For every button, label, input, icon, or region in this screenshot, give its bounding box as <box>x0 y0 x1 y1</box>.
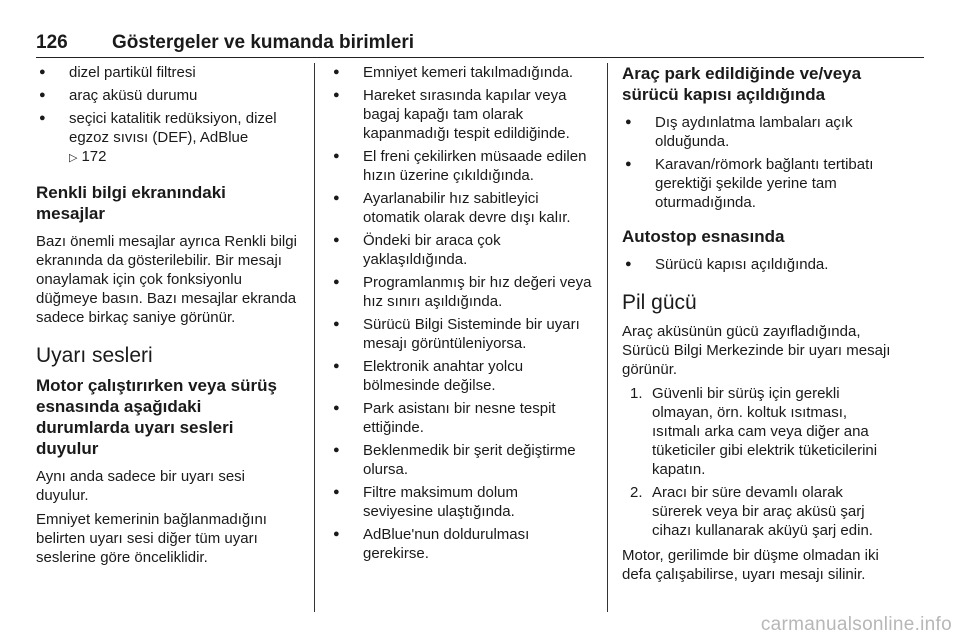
section-title: Uyarı sesleri <box>36 344 153 367</box>
numbered-list <box>622 384 894 540</box>
list-item: ● Beklenmedik bir şerit değiştirme olursa. <box>330 441 592 479</box>
column-divider-2 <box>607 63 608 612</box>
chapter-title: Göstergeler ve kumanda birimleri <box>112 32 415 53</box>
list-item <box>622 483 894 540</box>
list-item: ● Emniyet kemeri takılmadığında. <box>330 63 592 82</box>
bullet-list <box>622 255 894 274</box>
section-heading: Motor çalıştırırken veya sürüş esnasında aşağıdaki durumlarda uyarı sesleri duyulur <box>36 376 277 458</box>
column-divider-1 <box>314 63 315 612</box>
page-header <box>36 32 414 54</box>
page-number: 126 <box>36 32 68 53</box>
step-number: 1. <box>630 385 643 402</box>
bullet-list <box>330 63 592 563</box>
list-item: ● araç aküsü durumu <box>36 86 298 105</box>
list-item: ● Sürücü Bilgi Sisteminde bir uyarı mesajı görüntüleniyorsa. <box>330 315 592 353</box>
list-item: ● Park asistanı bir nesne tespit ettiğinde. <box>330 399 592 437</box>
paragraph: Aynı anda sadece bir uyarı sesi duyulur. <box>36 468 246 504</box>
bullet-list <box>36 63 298 168</box>
watermark: carmanualsonline.info <box>760 614 952 635</box>
paragraph: Araç aküsünün gücü zayıfladığında, Sürücü Bilgi Merkezinde bir uyarı mesajı görünür. <box>622 323 891 378</box>
list-item: ● Elektronik anahtar yolcu bölmesinde değilse. <box>330 357 592 395</box>
paragraph: Bazı önemli mesajlar ayrıca Renkli bilgi ekranında da gösterilebilir. Bir mesajı onaylamak için çok fonksiyonlu düğmeye basın. Bazı mesajlar ekranda sadece birkaç saniye görünür. <box>36 233 297 326</box>
page-reference[interactable]: 172 <box>81 148 107 165</box>
bullet-list <box>622 113 894 212</box>
section-heading: Autostop esnasında <box>622 227 785 246</box>
list-item: ● Filtre maksimum dolum seviyesine ulaştığında. <box>330 483 592 521</box>
section-title: Pil gücü <box>622 291 697 314</box>
list-item: ● Programlanmış bir hız değeri veya hız sınırı aşıldığında. <box>330 273 592 311</box>
section-heading: Araç park edildiğinde ve/veya sürücü kapısı açıldığında <box>622 64 862 104</box>
list-item: ● Dış aydınlatma lambaları açık olduğunda. <box>622 113 894 151</box>
page-reference-icon: ▷ <box>69 152 78 164</box>
list-item: ● AdBlue'nun doldurulması gerekirse. <box>330 525 592 563</box>
list-item-text: seçici katalitik redüksiyon, dizel egzoz sıvısı (DEF), AdBlue <box>69 110 277 146</box>
step-number: 2. <box>630 484 643 501</box>
column-1 <box>36 63 298 572</box>
list-item <box>36 109 298 168</box>
paragraph: Emniyet kemerinin bağlanmadığını belirten uyarı sesi diğer tüm uyarı seslerine göre önceliklidir. <box>36 511 267 566</box>
step-text: Güvenli bir sürüş için gerekli olmayan, örn. koltuk ısıtması, ısıtmalı arka cam veya diğer ana tüketiciler gibi elektrik tüketicilerini kapatın. <box>652 385 878 478</box>
section-heading: Renkli bilgi ekranındaki mesajlar <box>36 183 226 223</box>
column-3 <box>622 63 894 589</box>
list-item: ● Ayarlanabilir hız sabitleyici otomatik olarak devre dışı kalır. <box>330 189 592 227</box>
paragraph: Motor, gerilimde bir düşme olmadan iki defa çalışabilirse, uyarı mesajı silinir. <box>622 547 879 583</box>
header-rule <box>36 57 924 58</box>
list-item: ● Sürücü kapısı açıldığında. <box>622 255 894 274</box>
list-item: ● Karavan/römork bağlantı tertibatı gerektiği şekilde yerine tam oturmadığında. <box>622 155 894 212</box>
list-item <box>622 384 894 479</box>
list-item: ● Öndeki bir araca çok yaklaşıldığında. <box>330 231 592 269</box>
step-text: Aracı bir süre devamlı olarak sürerek veya bir araç aküsü şarj cihazı kullanarak aküyü şarj edin. <box>652 484 873 539</box>
list-item: ● dizel partikül filtresi <box>36 63 298 82</box>
list-item: ● Hareket sırasında kapılar veya bagaj kapağı tam olarak kapanmadığı tespit edildiğinde. <box>330 86 592 143</box>
list-item: ● El freni çekilirken müsaade edilen hızın üzerine çıkıldığında. <box>330 147 592 185</box>
column-2 <box>330 63 592 569</box>
